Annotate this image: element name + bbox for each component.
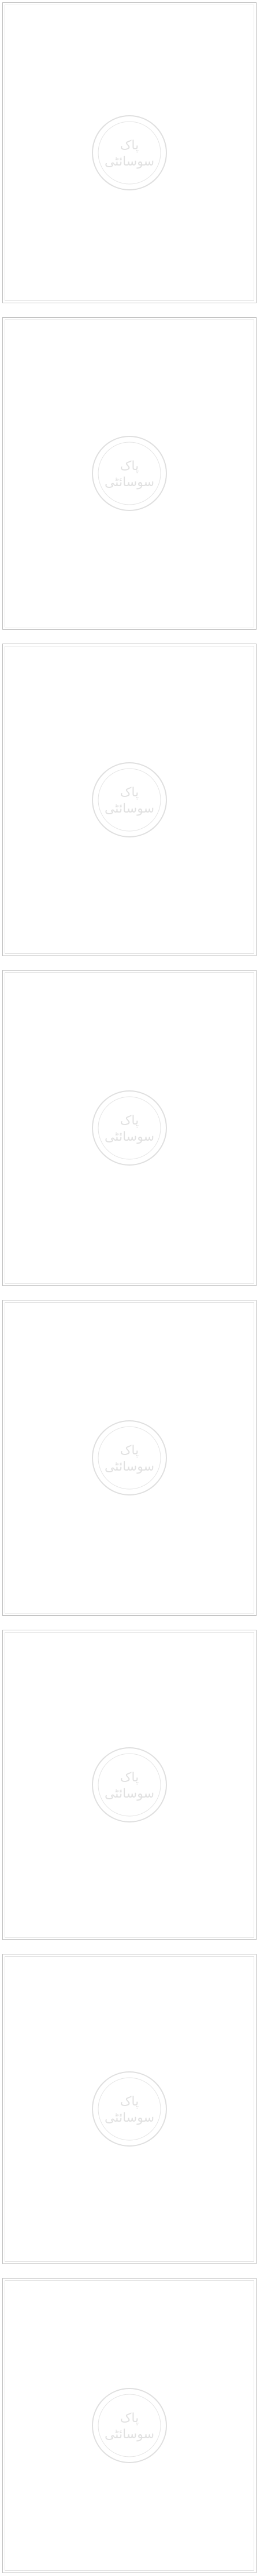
paragraph [10, 324, 249, 335]
watermark-text: سوسائٹی [104, 1787, 155, 1801]
paragraph [10, 1960, 249, 1971]
text-panel-1 [2, 2, 257, 303]
text-panel-5 [2, 1300, 257, 1616]
paragraph [10, 9, 249, 20]
text-panel-8 [2, 2278, 257, 2573]
panel-body [3, 2279, 256, 2573]
paragraph [10, 2284, 249, 2295]
watermark-text: پاک [120, 1114, 139, 1128]
watermark-text: سوسائٹی [104, 1460, 155, 1474]
paragraph [10, 976, 249, 987]
watermark-text: پاک [120, 459, 139, 473]
text-panel-7 [2, 1954, 257, 2264]
panel-body [3, 1630, 256, 1939]
watermark-text: پاک [120, 2411, 139, 2426]
watermark-text: پاک [120, 138, 139, 153]
paragraph [10, 1306, 249, 1317]
panel-body [3, 971, 256, 1285]
paragraph [10, 1636, 249, 1647]
panel-body [3, 3, 256, 303]
paragraph [10, 650, 249, 661]
panel-body [3, 318, 256, 629]
text-panel-4 [2, 970, 257, 1286]
watermark-text: سوسائٹی [104, 802, 155, 816]
watermark-text: پاک [120, 1443, 139, 1458]
text-panel-3 [2, 644, 257, 956]
watermark-text: پاک [120, 2094, 139, 2109]
watermark-text: سوسائٹی [104, 155, 155, 169]
watermark-text: سوسائٹی [104, 475, 155, 490]
text-panel-6 [2, 1630, 257, 1940]
watermark-text: سوسائٹی [104, 1130, 155, 1144]
panel-body [3, 644, 256, 956]
watermark-text: سوسائٹی [104, 2427, 155, 2442]
watermark-text: پاک [120, 785, 139, 800]
panel-body [3, 1300, 256, 1615]
watermark-text: پاک [120, 1770, 139, 1785]
watermark-text: سوسائٹی [104, 2111, 155, 2125]
text-panel-2 [2, 317, 257, 630]
panel-body [3, 1954, 256, 2263]
